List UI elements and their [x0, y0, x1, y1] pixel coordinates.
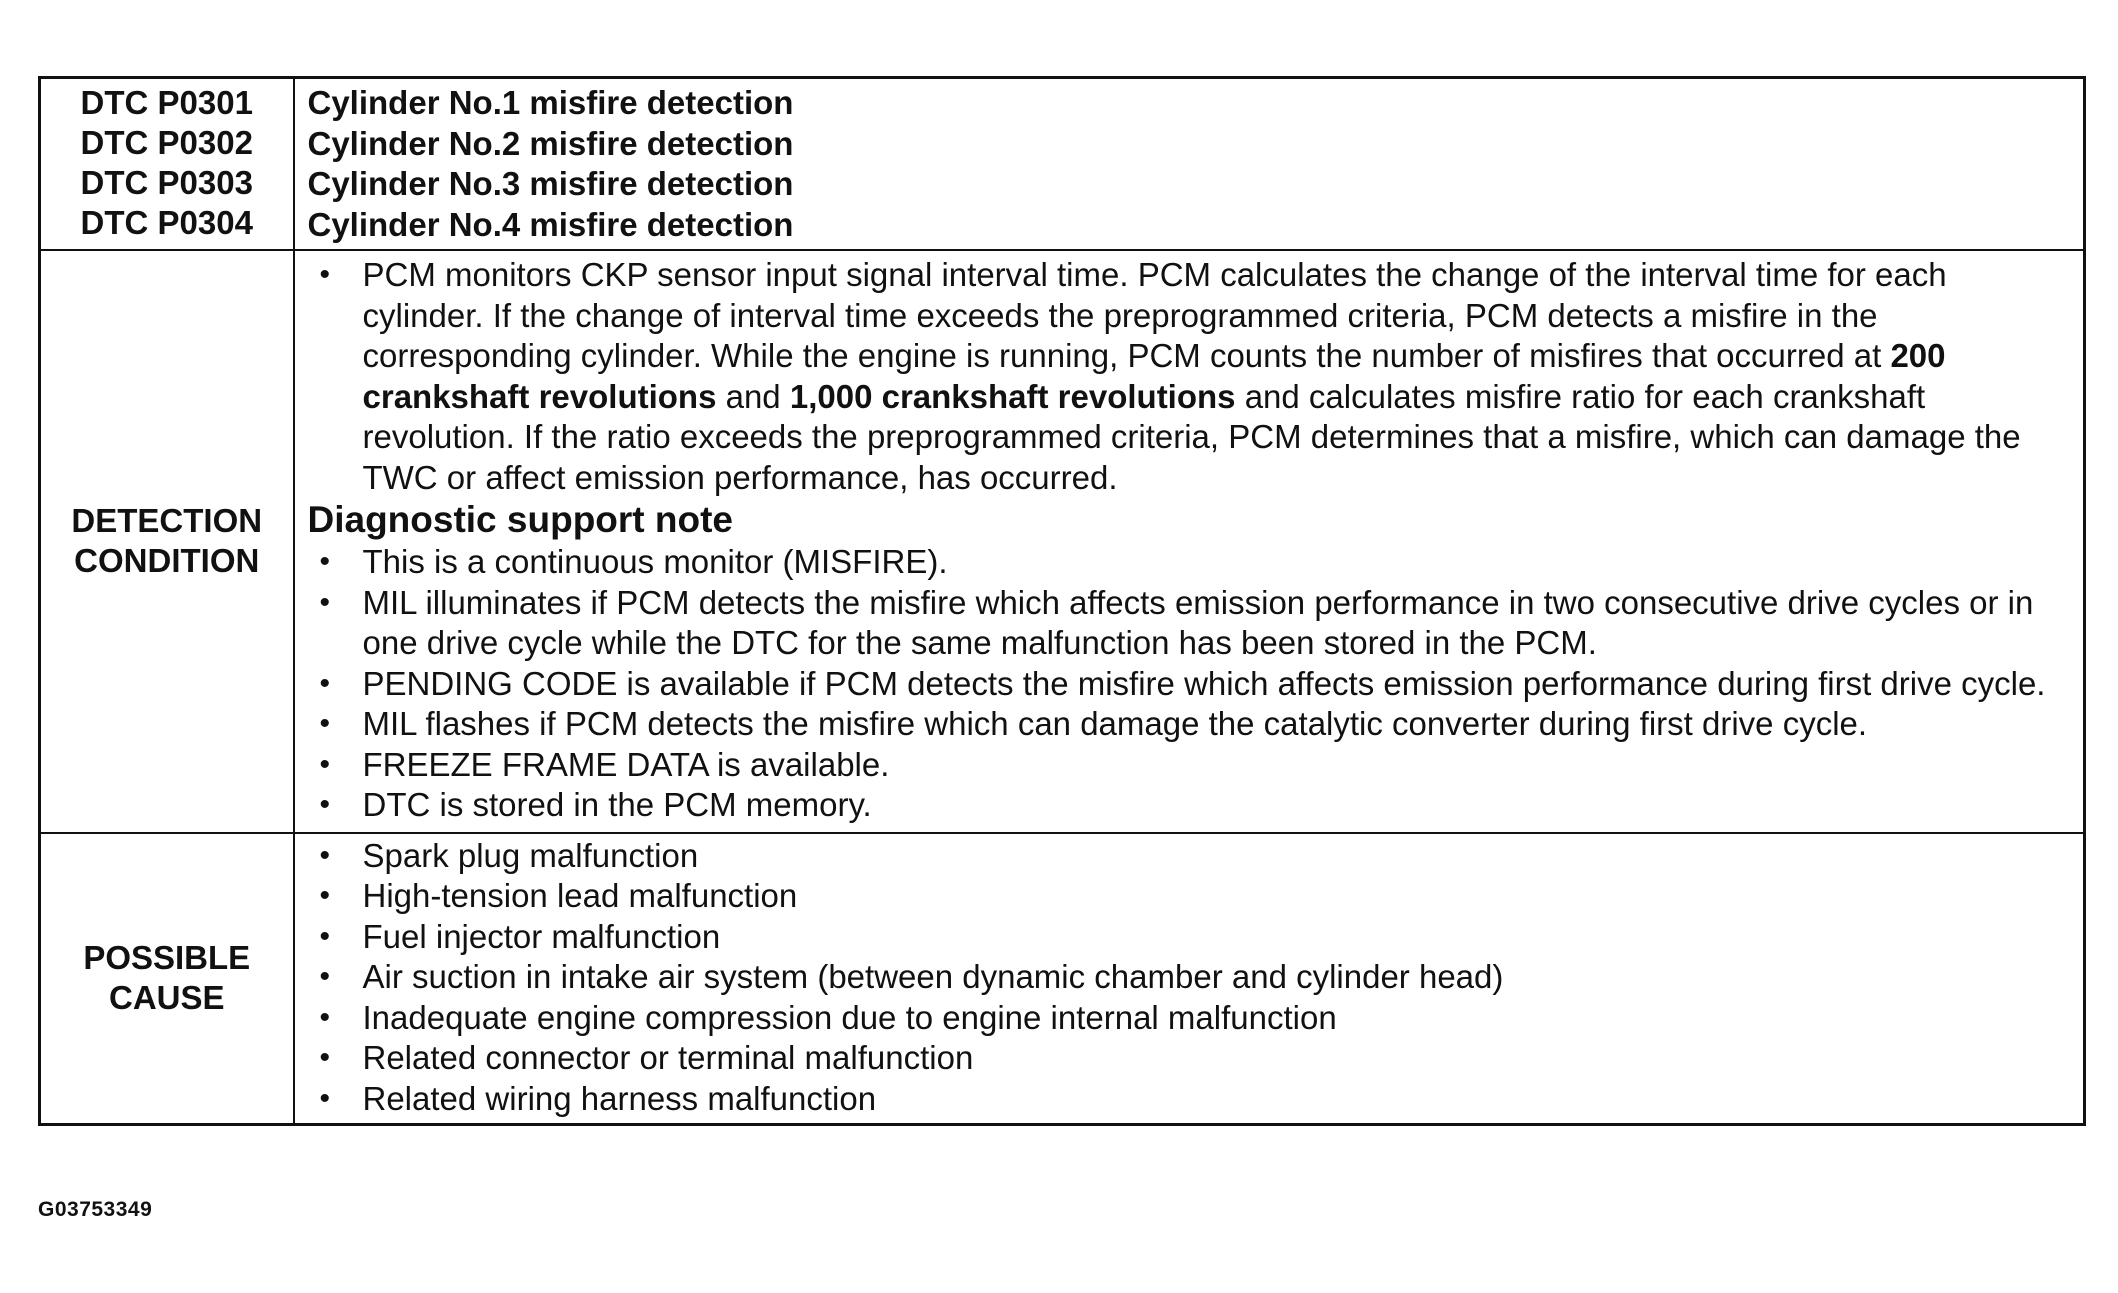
list-item: • High-tension lead malfunction — [308, 876, 2084, 917]
list-item: • FREEZE FRAME DATA is available. — [308, 745, 2084, 786]
dtc-code: DTC P0303 — [80, 164, 253, 201]
list-item: • Inadequate engine compression due to engine internal malfunction — [308, 998, 2084, 1039]
possible-cause-label: POSSIBLE CAUSE — [40, 833, 294, 1125]
dtc-header-row — [40, 78, 2085, 251]
dtc-code: DTC P0304 — [80, 204, 253, 241]
detection-intro-list — [308, 255, 2084, 498]
possible-cause-row — [40, 833, 2085, 1125]
list-item: • Fuel injector malfunction — [308, 917, 2084, 958]
bullet-icon: • — [319, 258, 331, 291]
dtc-title: Cylinder No.2 misfire detection — [307, 124, 794, 162]
detection-condition-row — [40, 250, 2085, 833]
bullet-icon: • — [319, 788, 331, 821]
dtc-title-cell — [294, 78, 2085, 251]
diagnostic-note-list — [308, 542, 2084, 826]
detection-condition-label: DETECTION CONDITION — [40, 250, 294, 833]
list-item: • Spark plug malfunction — [308, 836, 2084, 877]
list-item: • This is a continuous monitor (MISFIRE). — [308, 542, 2084, 583]
detection-condition-content — [294, 250, 2085, 833]
figure-id: G03753349 — [38, 1198, 153, 1221]
dtc-code: DTC P0301 — [80, 84, 253, 121]
dtc-title: Cylinder No.1 misfire detection — [307, 84, 794, 121]
bullet-icon: • — [319, 879, 331, 912]
bullet-icon: • — [319, 1081, 331, 1115]
possible-cause-content — [294, 833, 2085, 1125]
list-item: • MIL flashes if PCM detects the misfire which can damage the catalytic converter during first drive cycle. — [308, 704, 2084, 745]
dtc-title: Cylinder No.3 misfire detection — [307, 165, 794, 202]
list-item: • PENDING CODE is available if PCM detects the misfire which affects emission performance during first drive cycle. — [308, 664, 2084, 705]
bullet-icon: • — [319, 1041, 331, 1074]
bullet-icon: • — [319, 1000, 331, 1034]
dtc-title: Cylinder No.4 misfire detection — [307, 205, 794, 243]
list-item: • MIL illuminates if PCM detects the misfire which affects emission performance in two consecutive drive cycles or in one drive cycle while the DTC for the same malfunction has been stored in the PCM. — [319, 583, 2034, 661]
list-item: • PCM monitors CKP sensor input signal interval time. PCM calculates the change of the interval time for each cylinder. If the change of interval time exceeds the preprogrammed criteria, PCM detects a misfire in the corresponding cylinder. While the engine is running, PCM counts the number of misfires that occurred at 200 crankshaft revolutions and 1,000 crankshaft revolutions and calculates misfire ratio for each crankshaft revolution. If the ratio exceeds the preprogrammed criteria, PCM determines that a misfire, which can damage the TWC or affect emission performance, has occurred. — [319, 256, 2021, 496]
bullet-icon: • — [319, 838, 331, 872]
possible-cause-list — [308, 836, 2084, 1120]
bullet-icon: • — [319, 960, 331, 993]
dtc-code-cell — [40, 78, 294, 251]
diagnostic-note-heading: Diagnostic support note — [307, 499, 733, 540]
bullet-icon: • — [319, 707, 331, 740]
list-item: • Air suction in intake air system (between dynamic chamber and cylinder head) — [308, 957, 2084, 998]
dtc-info-table — [38, 76, 2086, 1126]
list-item: • Related wiring harness malfunction — [308, 1079, 2084, 1120]
bullet-icon: • — [319, 919, 331, 953]
bullet-icon: • — [319, 666, 331, 700]
list-item: • DTC is stored in the PCM memory. — [308, 785, 2084, 826]
list-item: • Related connector or terminal malfunction — [308, 1038, 2084, 1079]
bullet-icon: • — [319, 747, 331, 781]
bullet-icon: • — [319, 585, 331, 619]
dtc-code: DTC P0302 — [80, 124, 253, 161]
bullet-icon: • — [319, 545, 331, 578]
